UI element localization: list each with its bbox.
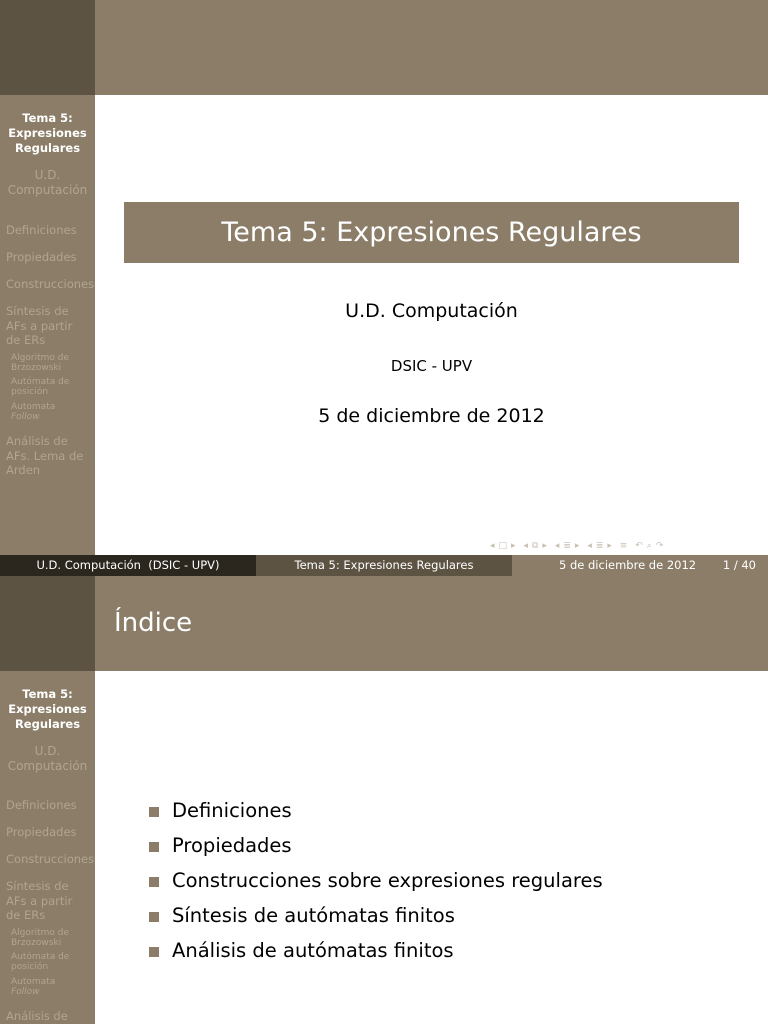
sidebar-title-line: Expresiones [8,702,87,716]
index-slide [0,576,768,1024]
header-band [0,0,768,95]
navigation-bar [490,539,762,553]
sidebar-subitem-label: Algoritmo de [11,353,69,363]
footer-title[interactable]: Tema 5: Expresiones Regulares [256,555,512,576]
sidebar-subitem-label: posición [11,387,49,397]
sidebar-subitem-label: Brzozowski [11,363,62,373]
arrow-right-icon[interactable]: ▸ [607,541,613,551]
sidebar-author[interactable] [0,168,95,198]
sidebar-item-analisis[interactable] [6,1009,94,1024]
arrow-right-icon[interactable]: ▸ [542,541,548,551]
sidebar-subitem-follow[interactable] [11,977,93,997]
search-icon[interactable]: ⌕ [646,541,653,551]
arrow-left-icon[interactable]: ◂ [523,541,529,551]
sidebar-item-propiedades[interactable] [6,250,94,265]
sidebar-item-label: Propiedades [6,825,77,839]
sidebar-item-sintesis[interactable] [6,304,94,348]
header-corner [0,0,95,95]
footer-page-number: 1 / 40 [722,558,756,572]
sidebar-short-title[interactable] [0,687,95,732]
sidebar-subitem-label: Automata [11,977,56,987]
toc-item-label: Definiciones [172,799,292,822]
toc-item-label: Síntesis de autómatas finitos [172,904,455,927]
sidebar-item-label: Arden [6,463,41,477]
footer-date-page [512,555,768,576]
sidebar-title-line: Regulares [14,141,81,155]
square-bullet-icon [149,807,159,817]
toc-item[interactable] [147,938,747,973]
toc-item[interactable] [147,833,747,868]
sidebar-item-label: Propiedades [6,250,77,264]
arrow-right-icon[interactable]: ▸ [574,541,581,551]
footer [0,555,768,576]
sidebar-item-label: Análisis de [6,1009,68,1023]
sidebar-item-label: AFs. Lema de [6,448,84,463]
sidebar-subitem-label: posición [11,962,49,972]
sidebar-author-line: Computación [7,759,88,773]
sidebar-item-label: de ERs [6,908,46,922]
arrow-left-icon[interactable]: ◂ [490,541,496,551]
sidebar-item-sintesis[interactable] [6,879,94,923]
slide-icon[interactable]: ⧉ [531,541,540,551]
sidebar-item-label: Definiciones [6,798,77,812]
square-bullet-icon [149,842,159,852]
sidebar-item-label: AFs a partir [6,893,73,908]
footer-author-institute[interactable]: U.D. Computación (DSIC - UPV) [0,555,256,576]
sidebar-item-propiedades[interactable] [6,825,94,840]
sidebar-title-line: Tema 5: [22,687,73,701]
sidebar-subitem-posicion[interactable] [11,952,93,972]
sidebar-subitem-follow[interactable] [11,402,93,422]
sidebar-item-label: Análisis de [6,434,68,448]
sidebar-title-line: Regulares [14,717,81,731]
sidebar-author[interactable] [0,744,95,774]
sidebar-author-line: U.D. [34,168,61,182]
sidebar-subitem-label: Algoritmo de [11,928,69,938]
align-icon[interactable]: ≡ [619,541,629,551]
sidebar-item-label: Construcciones [6,852,95,866]
sidebar-item-label: de ERs [6,333,46,347]
square-bullet-icon [149,912,159,922]
sidebar-item-label: AFs a partir [6,318,73,333]
arrow-left-icon[interactable]: ◂ [554,541,561,551]
search-back-icon[interactable]: ↶ [635,541,644,551]
arrow-left-icon[interactable]: ◂ [587,541,593,551]
frame-title: Índice [114,608,193,638]
sidebar-subitem-label: Autómata de [11,377,70,387]
toc-item-label: Propiedades [172,834,292,857]
sidebar-subitem-label: Autómata de [11,952,70,962]
sidebar-subitem-brzozowski[interactable] [11,928,93,948]
sidebar-author-line: U.D. [34,744,61,758]
search-forward-icon[interactable]: ↷ [655,541,665,551]
sidebar-item-construcciones[interactable] [6,852,94,867]
sidebar-title-line: Tema 5: [22,111,73,125]
frame-icon[interactable]: □ [498,541,509,551]
toc-item-label: Análisis de autómatas finitos [172,939,454,962]
subsection-icon[interactable]: ≣ [595,541,605,551]
toc-item[interactable] [147,798,747,833]
presentation-institute: DSIC - UPV [390,357,473,375]
sidebar-item-label: Construcciones [6,277,95,291]
sidebar-item-construcciones[interactable] [6,277,94,292]
presentation-title: Tema 5: Expresiones Regulares [124,202,739,263]
sidebar-item-analisis[interactable] [6,434,94,478]
toc-item[interactable] [147,868,747,903]
sidebar [0,671,95,1024]
sidebar-subitem-posicion[interactable] [11,377,93,397]
sidebar-title-line: Expresiones [8,126,87,140]
footer-date: 5 de diciembre de 2012 [559,558,697,572]
sidebar-subitem-label: Follow [11,412,40,422]
sidebar-subitem-label: Follow [11,987,40,997]
sidebar-item-definiciones[interactable] [6,798,94,813]
presentation-date: 5 de diciembre de 2012 [318,405,545,427]
arrow-right-icon[interactable]: ▸ [511,541,517,551]
section-icon[interactable]: ≣ [563,541,572,551]
sidebar-item-definiciones[interactable] [6,223,94,238]
presentation-author: U.D. Computación [345,300,518,322]
sidebar-short-title[interactable] [0,111,95,156]
sidebar-item-label: Definiciones [6,223,77,237]
sidebar [0,95,95,555]
table-of-contents [147,798,747,973]
sidebar-subitem-label: Brzozowski [11,938,62,948]
toc-item-label: Construcciones sobre expresiones regulares [172,869,603,892]
sidebar-author-line: Computación [7,183,88,197]
sidebar-item-label: Síntesis de [6,304,69,318]
sidebar-subitem-label: Automata [11,402,56,412]
square-bullet-icon [149,877,159,887]
header-corner [0,576,95,671]
sidebar-subitem-brzozowski[interactable] [11,353,93,373]
toc-item[interactable] [147,903,747,938]
sidebar-item-label: Síntesis de [6,879,69,893]
square-bullet-icon [149,947,159,957]
